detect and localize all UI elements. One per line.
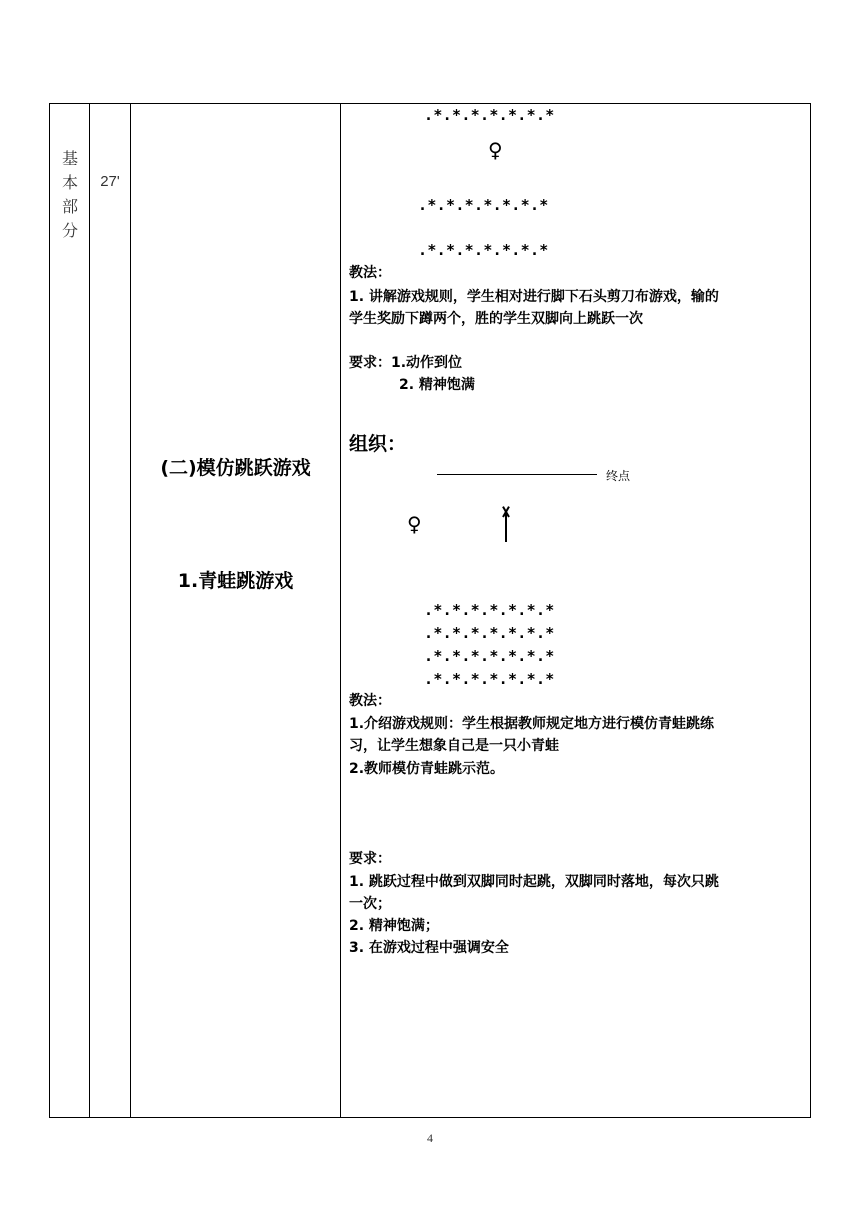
section-char: 分: [61, 221, 78, 240]
section-char: 本: [61, 173, 78, 192]
teacher-female-icon: ♀: [407, 512, 422, 536]
table-left-border: [49, 103, 50, 1118]
formation-row: .*.*.*.*.*.*.*: [418, 241, 549, 259]
requirement-label: 要求：: [349, 851, 391, 867]
finish-label: 终点: [606, 469, 631, 483]
formation-row: .*.*.*.*.*.*.*: [424, 106, 555, 124]
table-divider-3: [340, 103, 341, 1118]
formation-row: .*.*.*.*.*.*.*: [424, 601, 555, 619]
method-label: 教法：: [349, 693, 391, 709]
formation-row: .*.*.*.*.*.*.*: [418, 196, 549, 214]
duration: 27': [100, 173, 120, 190]
table-right-border: [810, 103, 811, 1118]
teacher-female-icon: ♀: [488, 138, 503, 162]
formation-row: .*.*.*.*.*.*.*: [424, 670, 555, 688]
organization-label: 组织：: [349, 433, 407, 455]
method-line: 学生奖励下蹲两个，胜的学生双脚向上跳跃一次: [349, 311, 643, 327]
finish-line: [437, 474, 597, 475]
method-line: 2.教师模仿青蛙跳示范。: [349, 761, 505, 777]
section-label: [54, 147, 86, 243]
method-label: 教法：: [349, 265, 391, 281]
requirement-line: 一次；: [349, 896, 391, 912]
content-title: (二)模仿跳跃游戏: [160, 457, 311, 479]
requirement-line: 3. 在游戏过程中强调安全: [349, 940, 509, 956]
table-divider-2: [130, 103, 131, 1118]
table-divider-1: [89, 103, 90, 1118]
formation-row: .*.*.*.*.*.*.*: [424, 647, 555, 665]
method-line: 1. 讲解游戏规则，学生相对进行脚下石头剪刀布游戏，输的: [349, 289, 719, 305]
requirement-line: 要求：1.动作到位: [349, 355, 463, 371]
content-subtitle: 1.青蛙跳游戏: [177, 570, 294, 592]
requirement-line: 2. 精神饱满: [399, 377, 475, 393]
method-line: 1.介绍游戏规则：学生根据教师规定地方进行模仿青蛙跳练: [349, 716, 715, 732]
formation-row: .*.*.*.*.*.*.*: [424, 624, 555, 642]
section-char: 部: [61, 197, 78, 216]
requirement-line: 1. 跳跃过程中做到双脚同时起跳，双脚同时落地，每次只跳: [349, 874, 719, 890]
table-bottom-border: [49, 1117, 811, 1118]
page-number: 4: [427, 1131, 433, 1145]
method-line: 习，让学生想象自己是一只小青蛙: [349, 738, 559, 754]
requirement-line: 2. 精神饱满；: [349, 918, 439, 934]
section-char: 基: [61, 149, 78, 168]
